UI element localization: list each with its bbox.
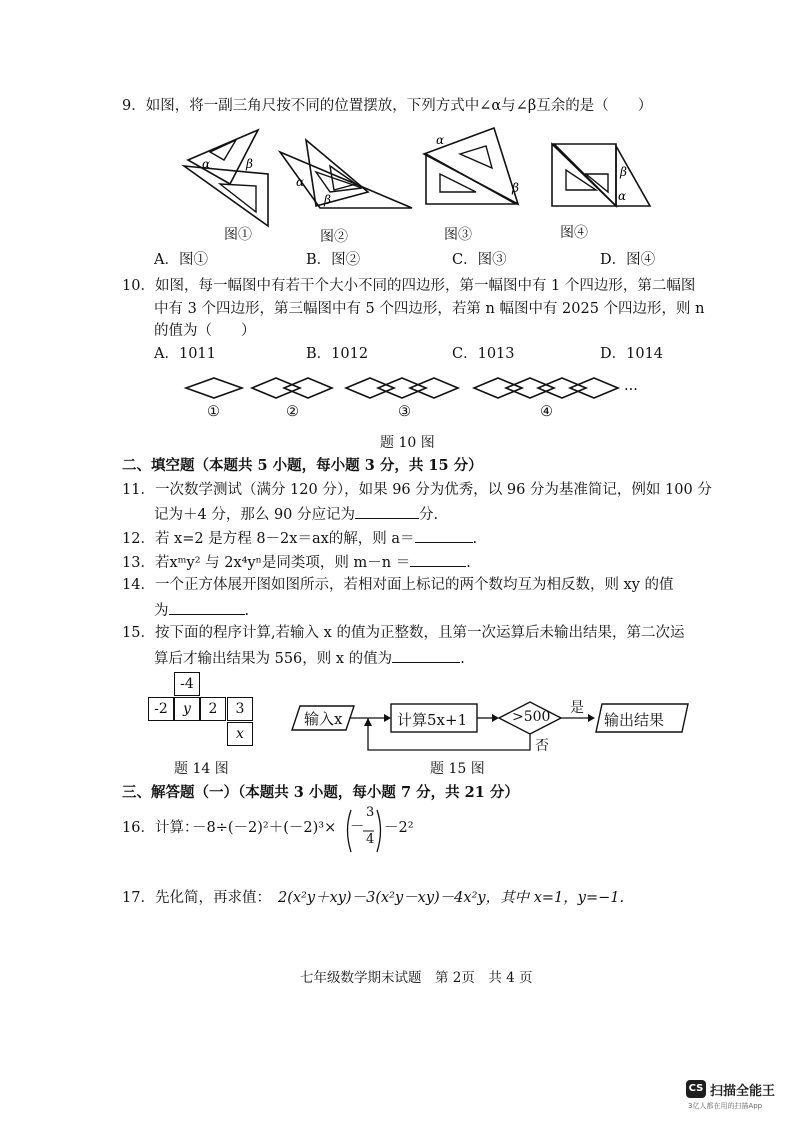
q16-minus: － (350, 819, 365, 835)
q12-text: 12．若 x=2 是方程 8－2x＝ax的解，则 a＝ (122, 531, 415, 547)
q15-answer-blank[interactable] (392, 647, 460, 663)
q10-line3: 的值为（ ） (154, 323, 256, 339)
section-3-title: 三、解答题（一）（本题共 3 小题，每小题 7 分，共 21 分） (122, 784, 519, 801)
q13-end: . (466, 555, 471, 571)
q10-ellipsis: ··· (624, 382, 638, 398)
cube-net-cell: 3 (227, 697, 253, 721)
q9-option-a: A．图① (154, 252, 208, 268)
q15-line2-text: 算后才输出结果为 556，则 x 的值为 (154, 651, 393, 667)
q14-line1: 14．一个正方体展开图如图所示，若相对面上标记的两个数均互为相反数，则 xy 的值 (122, 577, 674, 593)
cube-net-cell-bottom: x (227, 722, 253, 746)
q11-line2-end: 分. (419, 507, 439, 523)
q16-expr-a: －8÷(－2)²＋(－2)³× (192, 820, 337, 836)
q14-answer-blank[interactable] (169, 599, 245, 615)
q17-expr: 2(x²y＋xy)－3(x²y－xy)－4x²y，其中 x=1，y=−1. (278, 890, 625, 906)
q10-line2: 中有 3 个四边形，第三幅图中有 5 个四边形，若第 n 幅图中有 2025 个四边形，则 n (154, 301, 705, 317)
page-footer: 七年级数学期末试题 第 2页 共 4 页 (300, 970, 533, 986)
q9-fig3-beta: β (512, 181, 519, 195)
flowchart-yes: 是 (570, 700, 584, 716)
q10-label-2: ② (286, 404, 299, 420)
q9-fig3-label: 图③ (444, 227, 472, 243)
q9-option-b: B．图② (306, 252, 361, 268)
q9-figure-1 (180, 122, 280, 232)
q9-option-c: C．图③ (452, 252, 507, 268)
cube-net-cell: y (174, 697, 200, 721)
flowchart-compute: 计算5x+1 (397, 711, 468, 729)
q9-fig4-beta: β (620, 165, 627, 179)
q10-label-3: ③ (398, 404, 411, 420)
q16-numerator: 3 (366, 805, 375, 820)
q9-figure-4 (546, 130, 656, 216)
q9-fig3-alpha: α (436, 133, 445, 147)
watermark-sub: 3亿人都在用的扫描App (688, 1102, 763, 1110)
q14-end: . (244, 603, 250, 619)
q10-option-a: A．1011 (154, 346, 216, 362)
q17-prefix: 17．先化简，再求值： (122, 890, 271, 906)
q10-caption: 题 10 图 (380, 435, 435, 451)
watermark-brand: 扫描全能王 (710, 1084, 776, 1099)
q10-option-b: B．1012 (306, 346, 369, 362)
q14-line2-text: 为 (154, 603, 169, 619)
q15-caption: 题 15 图 (430, 761, 485, 777)
camscanner-logo-icon: CS (686, 1080, 706, 1098)
q9-fig1-alpha: α (202, 157, 211, 171)
q14-line2 (154, 599, 249, 621)
q11-line2-text: 记为＋4 分，那么 90 分应记为 (154, 507, 356, 523)
q10-label-4: ④ (540, 404, 553, 420)
q15-end: . (460, 651, 465, 667)
q9-fig4-label: 图④ (560, 225, 588, 241)
q9-fig1-label: 图① (224, 227, 252, 243)
q10-option-c: C．1013 (452, 346, 515, 362)
q12 (122, 527, 477, 549)
q9-fig2-alpha: α (296, 175, 305, 189)
q10-option-d: D．1014 (600, 346, 664, 362)
q14-caption: 题 14 图 (174, 761, 229, 777)
q16-expr-b: －2² (384, 820, 414, 836)
q12-answer-blank[interactable] (415, 527, 473, 543)
q9-fig2-label: 图② (320, 229, 348, 245)
q9-fig4-alpha: α (618, 189, 627, 203)
flowchart-decision: >500 (512, 709, 551, 725)
q11-line1: 11．一次数学测试（满分 120 分），如果 96 分为优秀，以 96 分为基准简记，例如 100 分 (122, 482, 712, 498)
q9-stem: 9．如图，将一副三角尺按不同的位置摆放，下列方式中∠α与∠β互余的是（ ） (122, 98, 653, 114)
q10-line1: 10．如图，每一幅图中有若干个大小不同的四边形，第一幅图中有 1 个四边形，第二幅图 (122, 278, 696, 294)
q16-prefix: 16．计算： (122, 820, 199, 836)
q13-answer-blank[interactable] (410, 551, 466, 567)
q15-line2 (154, 647, 465, 669)
q10-rhombus-figure (180, 374, 650, 408)
flowchart-input: 输入x (304, 710, 343, 728)
q13 (122, 551, 471, 573)
cube-net-cell: -2 (148, 697, 174, 721)
q11-line2 (154, 503, 438, 525)
flowchart-output: 输出结果 (604, 711, 665, 729)
q13-text: 13．若xᵐy² 与 2x⁴yⁿ是同类项，则 m－n ＝ (122, 555, 411, 571)
q9-option-d: D．图④ (600, 252, 656, 268)
section-2-title: 二、填空题（本题共 5 小题，每小题 3 分，共 15 分） (122, 457, 483, 474)
q9-fig2-beta: β (324, 193, 331, 207)
cube-net-cell: 2 (200, 697, 226, 721)
q16-denominator: 4 (366, 832, 375, 847)
q10-label-1: ① (207, 404, 220, 420)
q15-line1: 15．按下面的程序计算,若输入 x 的值为正整数，且第一次运算后未输出结果，第二次运 (122, 625, 685, 641)
q9-figure-2 (276, 130, 416, 220)
q12-end: . (472, 531, 478, 547)
q9-fig1-beta: β (246, 157, 253, 171)
cube-net-cell-top: -4 (174, 672, 200, 696)
q11-answer-blank[interactable] (355, 503, 419, 519)
flowchart-no: 否 (535, 738, 549, 754)
q9-figure-3 (420, 124, 530, 214)
